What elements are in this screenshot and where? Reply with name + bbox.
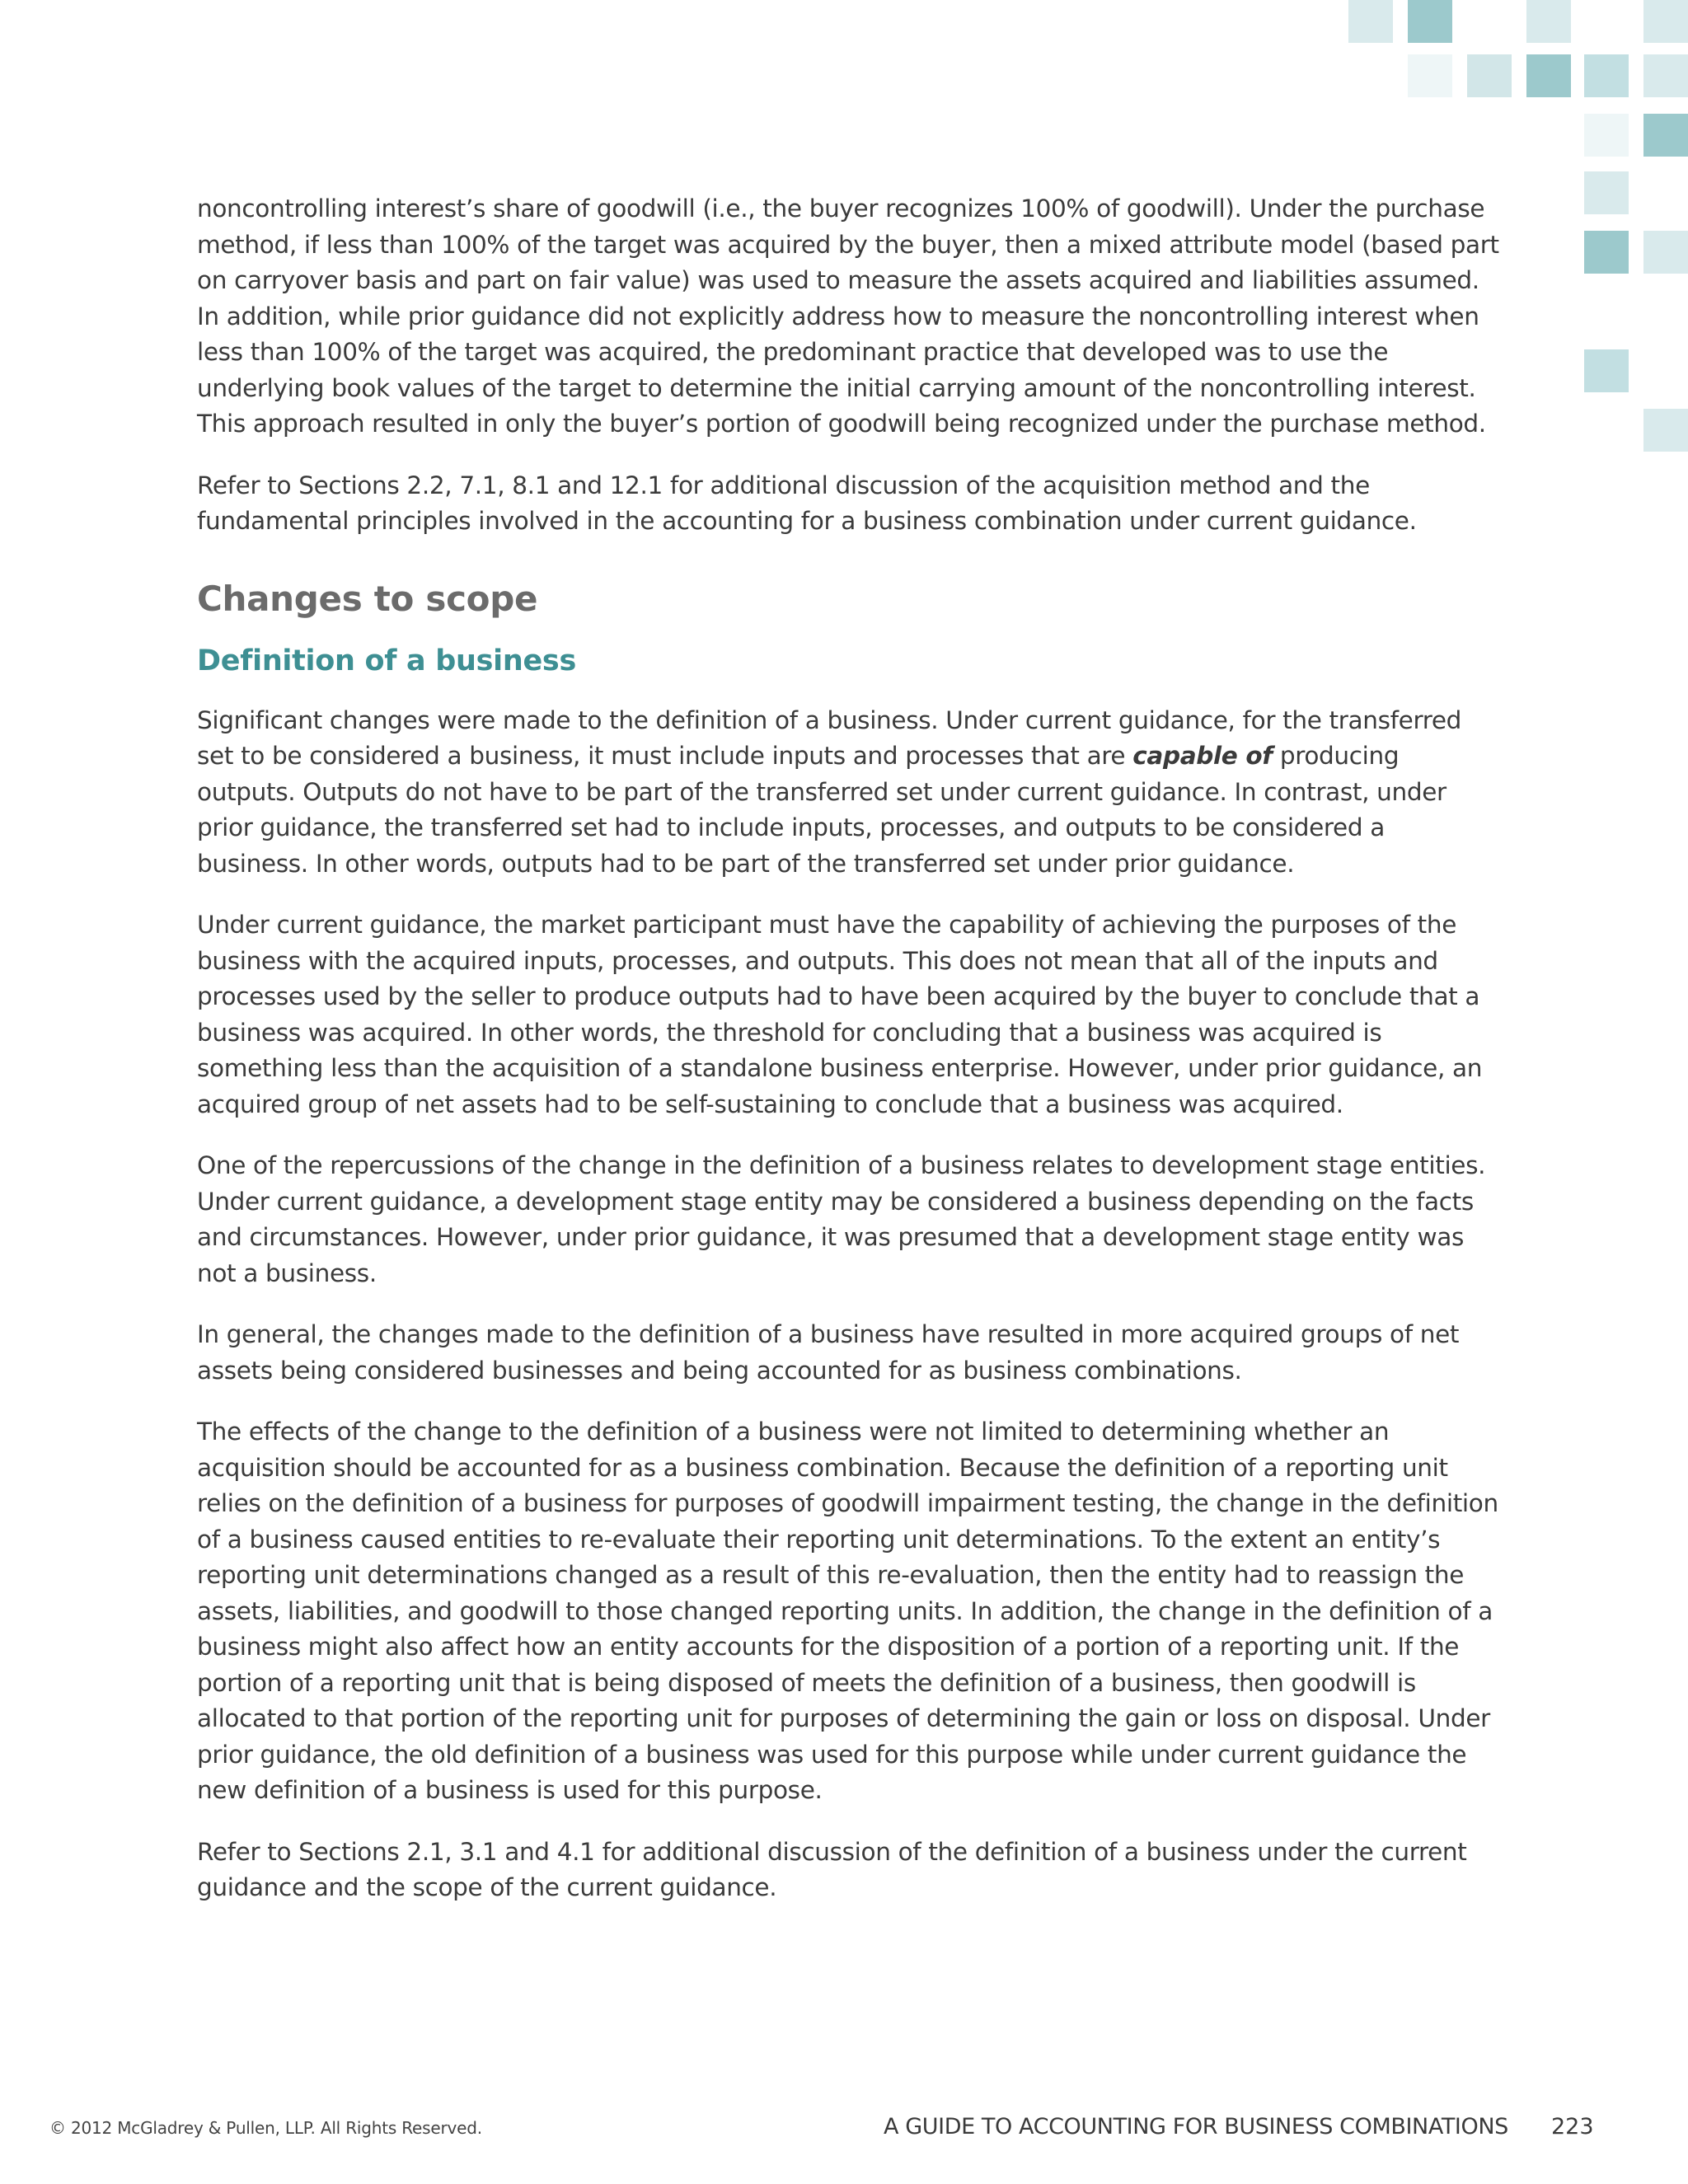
decor-tile [1408,0,1452,43]
intro-paragraph-2: Refer to Sections 2.2, 7.1, 8.1 and 12.1 for additional discussion of the acquisition method and the fundamental principles involved in the accounting for a business combination under current guidance. [197,471,1417,535]
decor-tile [1643,231,1688,274]
body-paragraph-1-text-b: producing outputs. Outputs do not have to be part of the transferred set under current guidance. In contrast, under prior guidance, the transferred set had to include inputs, processes, and outputs to be considered a business. In other words, outputs had to be part of the transferred set under prior guidance. [197,742,1447,878]
section-heading: Changes to scope [197,578,538,619]
decor-tile [1526,0,1571,43]
decor-tile [1643,0,1688,43]
decor-tile [1584,231,1629,274]
decor-tile [1408,54,1452,97]
document-title: A GUIDE TO ACCOUNTING FOR BUSINESS COMBINATIONS [884,2114,1508,2139]
decor-tile [1643,409,1688,452]
copyright-notice: © 2012 McGladrey & Pullen, LLP. All Rights Reserved. [49,2118,482,2138]
body-paragraph-1 [197,703,1499,883]
decor-tile [1526,54,1571,97]
body-paragraph-2: Under current guidance, the market participant must have the capability of achieving the purposes of the business with the acquired inputs, processes, and outputs. This does not mean that all of the inputs and processes used by the seller to produce outputs had to have been acquired by the buyer to conclude that a business was acquired. In other words, the threshold for concluding that a business was acquired is something less than the acquisition of a standalone business enterprise. However, under prior guidance, an acquired group of net assets had to be self-sustaining to conclude that a business was acquired. [197,911,1483,1118]
body-paragraph-1-text-a: Significant changes were made to the definition of a business. Under current guidance, for the transferred set to be considered a business, it must include inputs and processes that are [197,705,1462,770]
decor-tile [1643,54,1688,97]
page-body [197,191,1499,1932]
page-number: 223 [1551,2114,1594,2139]
body-paragraph-6: Refer to Sections 2.1, 3.1 and 4.1 for additional discussion of the definition of a business under the current guidance and the scope of the current guidance. [197,1837,1467,1901]
decor-tile [1584,171,1629,214]
intro-paragraph-1: noncontrolling interest’s share of goodwill (i.e., the buyer recognizes 100% of goodwill). Under the purchase method, if less than 100% of the target was acquired by the buyer, then a mixed attribute model (based part on carryover basis and part on fair value) was used to measure the assets acquired and liabilities assumed. In addition, while prior guidance did not explicitly address how to measure the noncontrolling interest when less than 100% of the target was acquired, the predominant practice that developed was to use the underlying book values of the target to determine the initial carrying amount of the noncontrolling interest. This approach resulted in only the buyer’s portion of goodwill being recognized under the purchase method. [197,194,1499,438]
decor-tile [1348,0,1393,43]
decor-tile [1584,114,1629,157]
decor-tile [1584,349,1629,392]
body-paragraph-3: One of the repercussions of the change in the definition of a business relates to development stage entities. Under current guidance, a development stage entity may be considered a business depending on the facts and circumstances. However, under prior guidance, it was presumed that a development stage entity was not a business. [197,1151,1486,1287]
decor-tile [1643,114,1688,157]
body-paragraph-5: The effects of the change to the definition of a business were not limited to determining whether an acquisition should be accounted for as a business combination. Because the definition of a reporting unit relies on the definition of a business for purposes of goodwill impairment testing, the change in the definition of a business caused entities to re-evaluate their reporting unit determinations. To the extent an entity’s reporting unit determinations changed as a result of this re-evaluation, then the entity had to reassign the assets, liabilities, and goodwill to those changed reporting units. In addition, the change in the definition of a business might also affect how an entity accounts for the disposition of a portion of a reporting unit. If the portion of a reporting unit that is being disposed of meets the definition of a business, then goodwill is allocated to that portion of the reporting unit for purposes of determining the gain or loss on disposal. Under prior guidance, the old definition of a business was used for this purpose while under current guidance the new definition of a business is used for this purpose. [197,1418,1498,1804]
decor-tile [1584,54,1629,97]
emphasis-capable-of: capable of [1132,742,1273,770]
decor-tile [1467,54,1512,97]
subsection-heading: Definition of a business [197,644,576,677]
body-paragraph-4: In general, the changes made to the definition of a business have resulted in more acquired groups of net assets being considered businesses and being accounted for as business combinations. [197,1320,1460,1385]
